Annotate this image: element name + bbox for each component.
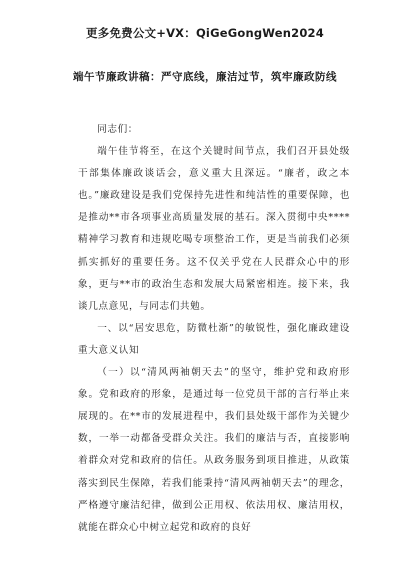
section-heading: 一、以“居安思危，防微杜渐”的敏锐性，强化廉政建设重大意义认知 [78,322,350,356]
body-paragraph: 端午佳节将至，在这个关键时间节点，我们召开县处级干部集体廉政谈话会，意义重大且深远。“廉者，政之本也。”廉政建设是我们党保持先进性和纯洁性的重要保障，也是推动**市各项事业高质量发展的基石。深入贯彻中央****精神学习教育和违规吃喝专项整治工作，更是当前我们必须抓实抓好的重要任务。这不仅关乎党在人民群众心中的形象，更与**市的政治生态和发展大局紧密相连。接下来，我谈几点意见，与同志们共勉。 [78,146,350,312]
subsection-paragraph: （一）以“清风两袖朝天去”的坚守，维护党和政府形象。党和政府的形象，是通过每一位党员干部的言行举止来展现的。在**市的发展进程中，我们县处级干部作为关键少数，一举一动都备受群众关注。我们的廉洁与否，直接影响着群众对党和政府的信任。从政务服务到项目推进，从政策落实到民生保障，若我们能秉持“清风两袖朝天去”的理念，严格遵守廉洁纪律，做到公正用权、依法用权、廉洁用权，就能在群众心中树立起党和政府的良好 [78,367,350,533]
header-banner: 更多免费公文+VX：QiGeGongWen2024 [86,26,324,40]
salutation: 同志们： [97,124,138,135]
document-title: 端午节廉政讲稿：严守底线，廉洁过节，筑牢廉政防线 [73,71,337,83]
document-body [78,119,350,539]
